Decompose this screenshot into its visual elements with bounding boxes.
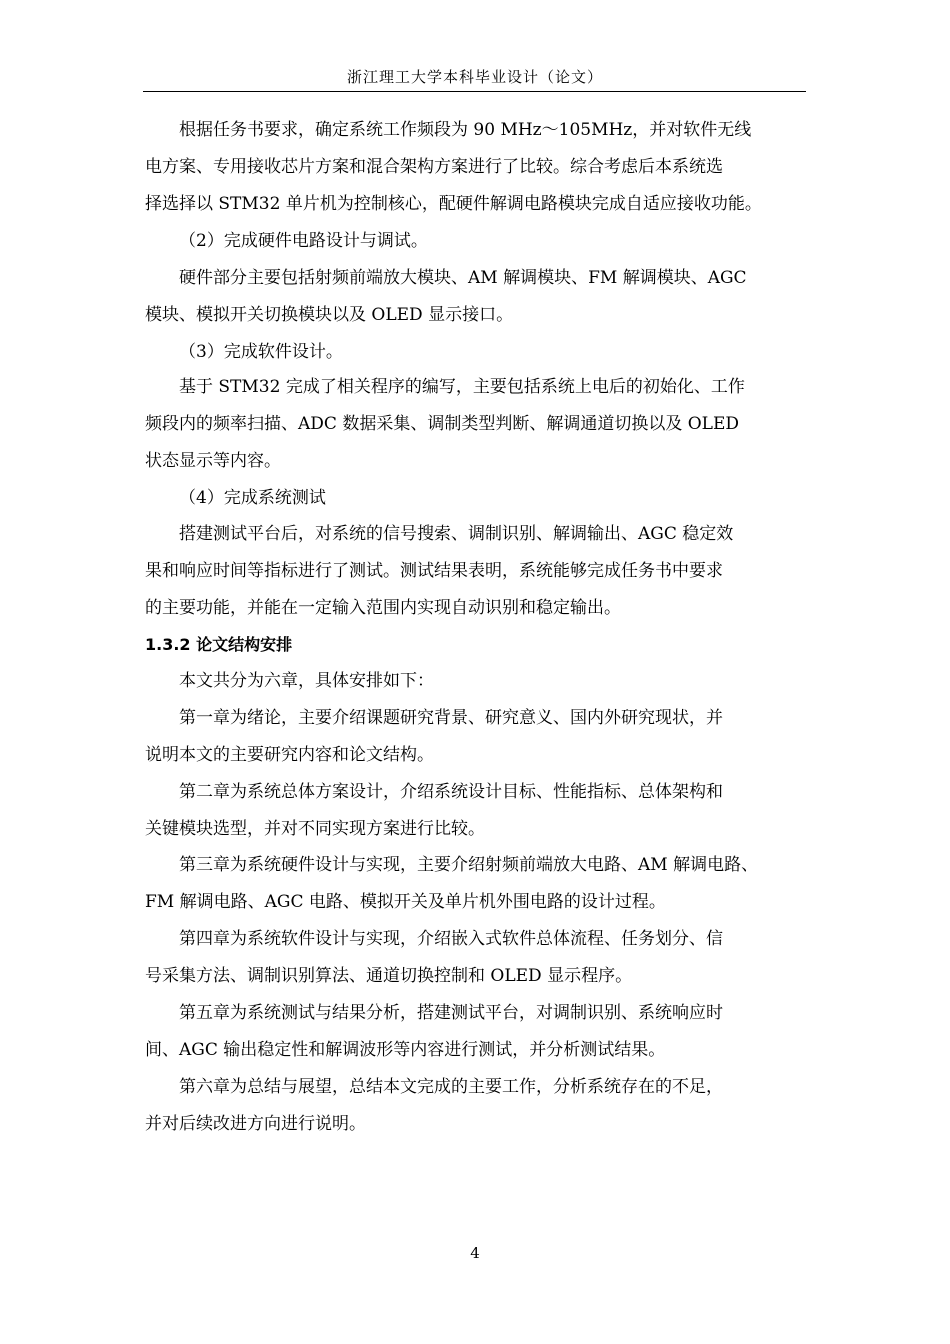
paragraph-line: 说明本文的主要研究内容和论文结构。 [145,745,434,765]
paragraph-line: 第三章为系统硬件设计与实现，主要介绍射频前端放大电路、AM 解调电路、 [179,855,759,875]
paragraph-line: 间、AGC 输出稳定性和解调波形等内容进行测试，并分析测试结果。 [145,1040,666,1060]
paragraph-line: FM 解调电路、AGC 电路、模拟开关及单片机外围电路的设计过程。 [145,892,666,912]
paragraph-line: 第四章为系统软件设计与实现，介绍嵌入式软件总体流程、任务划分、信 [179,929,723,949]
paragraph-line: （2）完成硬件电路设计与调试。 [179,231,428,251]
paragraph-line: 第六章为总结与展望，总结本文完成的主要工作，分析系统存在的不足， [179,1077,723,1097]
paragraph-line: 搭建测试平台后，对系统的信号搜索、调制识别、解调输出、AGC 稳定效 [179,524,734,544]
page-number: 4 [470,1244,480,1262]
paragraph-line: 第五章为系统测试与结果分析，搭建测试平台，对调制识别、系统响应时 [179,1003,723,1023]
paragraph-line: 本文共分为六章，具体安排如下： [179,671,434,691]
paragraph-line: 第一章为绪论，主要介绍课题研究背景、研究意义、国内外研究现状，并 [179,708,723,728]
paragraph-line: （4）完成系统测试 [179,488,326,508]
paragraph-line: 频段内的频率扫描、ADC 数据采集、调制类型判断、解调通道切换以及 OLED [145,414,739,434]
paragraph-line: 电方案、专用接收芯片方案和混合架构方案进行了比较。综合考虑后本系统选 [145,157,723,177]
paragraph-line: 果和响应时间等指标进行了测试。测试结果表明，系统能够完成任务书中要求 [145,561,723,581]
paragraph-line: 的主要功能，并能在一定输入范围内实现自动识别和稳定输出。 [145,598,621,618]
paragraph-line: 模块、模拟开关切换模块以及 OLED 显示接口。 [145,305,514,325]
paragraph-line: 择选择以 STM32 单片机为控制核心，配硬件解调电路模块完成自适应接收功能。 [145,194,762,214]
paragraph-line: 根据任务书要求，确定系统工作频段为 90 MHz～105MHz，并对软件无线 [179,120,752,140]
paragraph-line: 硬件部分主要包括射频前端放大模块、AM 解调模块、FM 解调模块、AGC [179,268,747,288]
paragraph-line: 基于 STM32 完成了相关程序的编写，主要包括系统上电后的初始化、工作 [179,377,745,397]
paragraph-line: 并对后续改进方向进行说明。 [145,1114,366,1134]
paragraph-line: （3）完成软件设计。 [179,342,343,362]
paragraph-line: 第二章为系统总体方案设计，介绍系统设计目标、性能指标、总体架构和 [179,782,723,802]
paragraph-line: 关键模块选型，并对不同实现方案进行比较。 [145,819,485,839]
header-title: 浙江理工大学本科毕业设计（论文） [346,68,603,86]
paragraph-line: 号采集方法、调制识别算法、通道切换控制和 OLED 显示程序。 [145,966,633,986]
header-divider [143,91,806,92]
paragraph-line: 状态显示等内容。 [145,451,281,471]
section-heading: 1.3.2 论文结构安排 [145,635,293,654]
